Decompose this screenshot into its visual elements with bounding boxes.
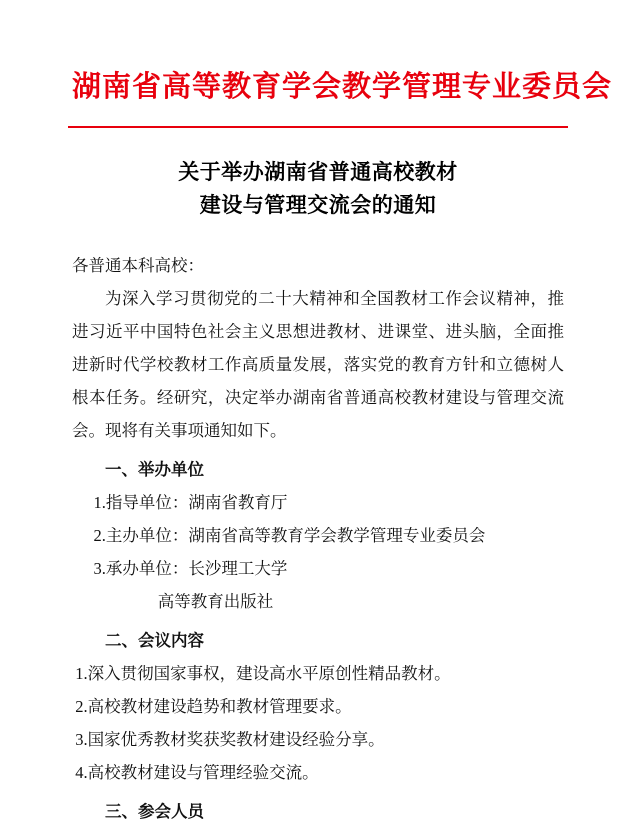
list-item: 3.承办单位：长沙理工大学 <box>93 559 288 579</box>
section-heading-3: 三、参会人员 <box>105 802 204 822</box>
document-title-line-1: 关于举办湖南省普通高校教材 <box>178 160 458 185</box>
list-item: 4.高校教材建设与管理经验交流。 <box>75 763 319 783</box>
section-heading-1: 一、举办单位 <box>105 460 204 480</box>
list-item: 2.高校教材建设趋势和教材管理要求。 <box>75 697 352 717</box>
list-item: 1.深入贯彻国家事权，建设高水平原创性精品教材。 <box>75 664 451 684</box>
document-title <box>72 156 564 221</box>
addressee-line: 各普通本科高校： <box>72 256 204 276</box>
list-item: 2.主办单位：湖南省高等教育学会教学管理专业委员会 <box>93 526 486 546</box>
list-item: 1.指导单位：湖南省教育厅 <box>93 493 288 513</box>
intro-paragraph: 为深入学习贯彻党的二十大精神和全国教材工作会议精神，推进习近平中国特色社会主义思想进教材、进课堂、进头脑，全面推进新时代学校教材工作高质量发展，落实党的教育方针和立德树人根本任务。经研究，决定举办湖南省普通高校教材建设与管理交流会。现将有关事项通知如下。 <box>72 289 564 441</box>
section-heading-2: 二、会议内容 <box>105 631 204 651</box>
list-item-sub: 高等教育出版社 <box>157 592 274 612</box>
list-item: 3.国家优秀教材奖获奖教材建设经验分享。 <box>75 730 385 750</box>
document-title-line-2: 建设与管理交流会的通知 <box>199 192 437 217</box>
document-masthead: 湖南省高等教育学会教学管理专业委员会 <box>72 69 613 103</box>
masthead-divider <box>68 126 568 128</box>
document-content <box>72 249 564 828</box>
